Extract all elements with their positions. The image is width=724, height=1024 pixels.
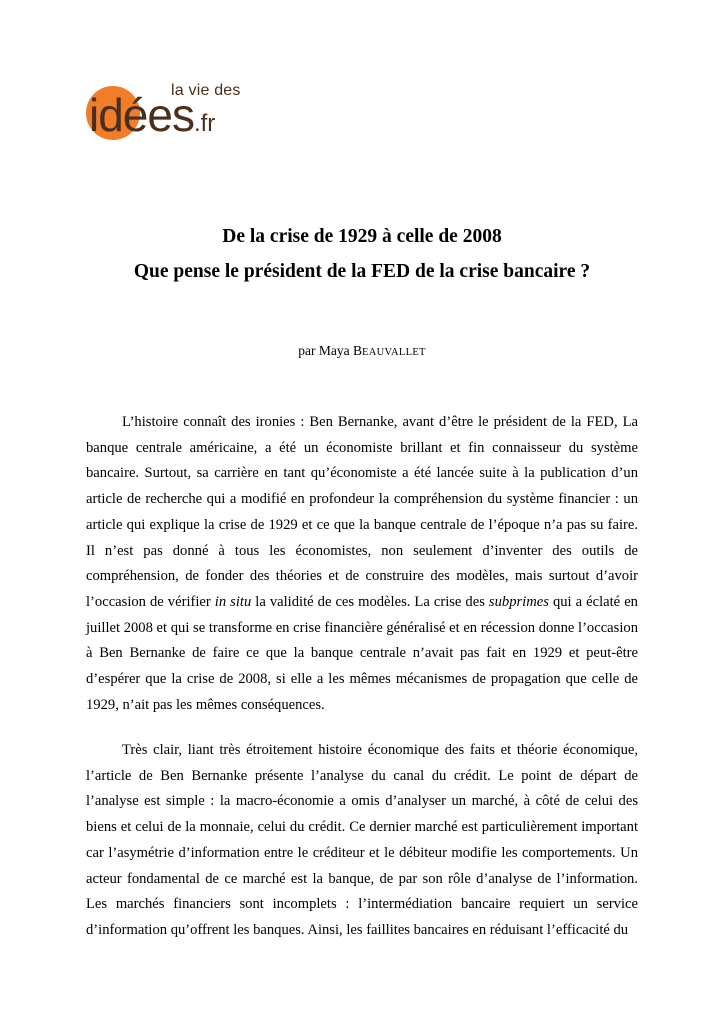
byline-prefix: par Maya: [298, 343, 353, 358]
logo-wordmark: [89, 89, 216, 147]
paragraph-1-text-a: L’histoire connaît des ironies : Ben Bernanke, avant d’être le président de la FED, La banque centrale américaine, a été un économiste brillant et fin connaisseur du système bancaire. Surtout, sa carrière en tant qu’économiste a été lancée suite à la publication d’un article de recherche qui a modifié en profondeur la compréhension du système financier : un article qui explique la crise de 1929 et ce que la banque centrale de l’époque n’a pas su faire. Il n’est pas donné à tous les économistes, non seulement d’inventer des outils de compréhension, de fonder des théories et de construire des modèles, mais surtout d’avoir l’occasion de vérifier: [86, 414, 638, 610]
document-title-line-1: De la crise de 1929 à celle de 2008: [222, 226, 502, 247]
site-logo: [86, 84, 286, 144]
body-paragraph-2: Très clair, liant très étroitement histoire économique des faits et théorie économique, l’article de Ben Bernanke présente l’analyse du canal du crédit. Le point de départ de l’analyse est simple : la macro-économie a omis d’analyser un marché, à côté de celui des biens et celui de la monnaie, celui du crédit. Ce dernier marché est particulièrement important car l’asymétrie d’information entre le créditeur et le débiteur modifie les comportements. Un acteur fondamental de ce marché est la banque, de par son rôle d’analyse de l’information. Les marchés financiers sont incomplets : l’intermédiation bancaire requiert un service d’information qu’offrent les banques. Ainsi, les faillites bancaires en réduisant l’efficacité du: [86, 742, 638, 938]
logo-tagline: la vie des: [171, 82, 241, 99]
paragraph-1-text-c: qui a éclaté en juillet 2008 et qui se transforme en crise financière généralisé et en récession donne l’occasion à Ben Bernanke de faire ce que la banque centrale n’avait pas fait en 1929 et peut-être d’espérer que la crise de 2008, si elle a les mêmes mécanismes de propagation que celle de 1929, n’ait pas les mêmes conséquences.: [86, 593, 638, 713]
document-title-line-2: Que pense le président de la FED de la crise bancaire ?: [133, 261, 591, 282]
logo-name: idées: [89, 89, 194, 141]
paragraph-1-italic-in-situ: in situ: [214, 593, 252, 610]
author-surname-rest: EAUVALLET: [362, 347, 426, 358]
body-paragraph-1: [86, 410, 638, 718]
paragraph-1-italic-subprimes: subprimes: [488, 593, 549, 610]
paragraph-1-text-b: la validité de ces modèles. La crise des: [251, 593, 489, 610]
logo-tld: .fr: [193, 110, 216, 137]
author-initial: B: [352, 343, 362, 358]
author-byline: [0, 343, 724, 359]
